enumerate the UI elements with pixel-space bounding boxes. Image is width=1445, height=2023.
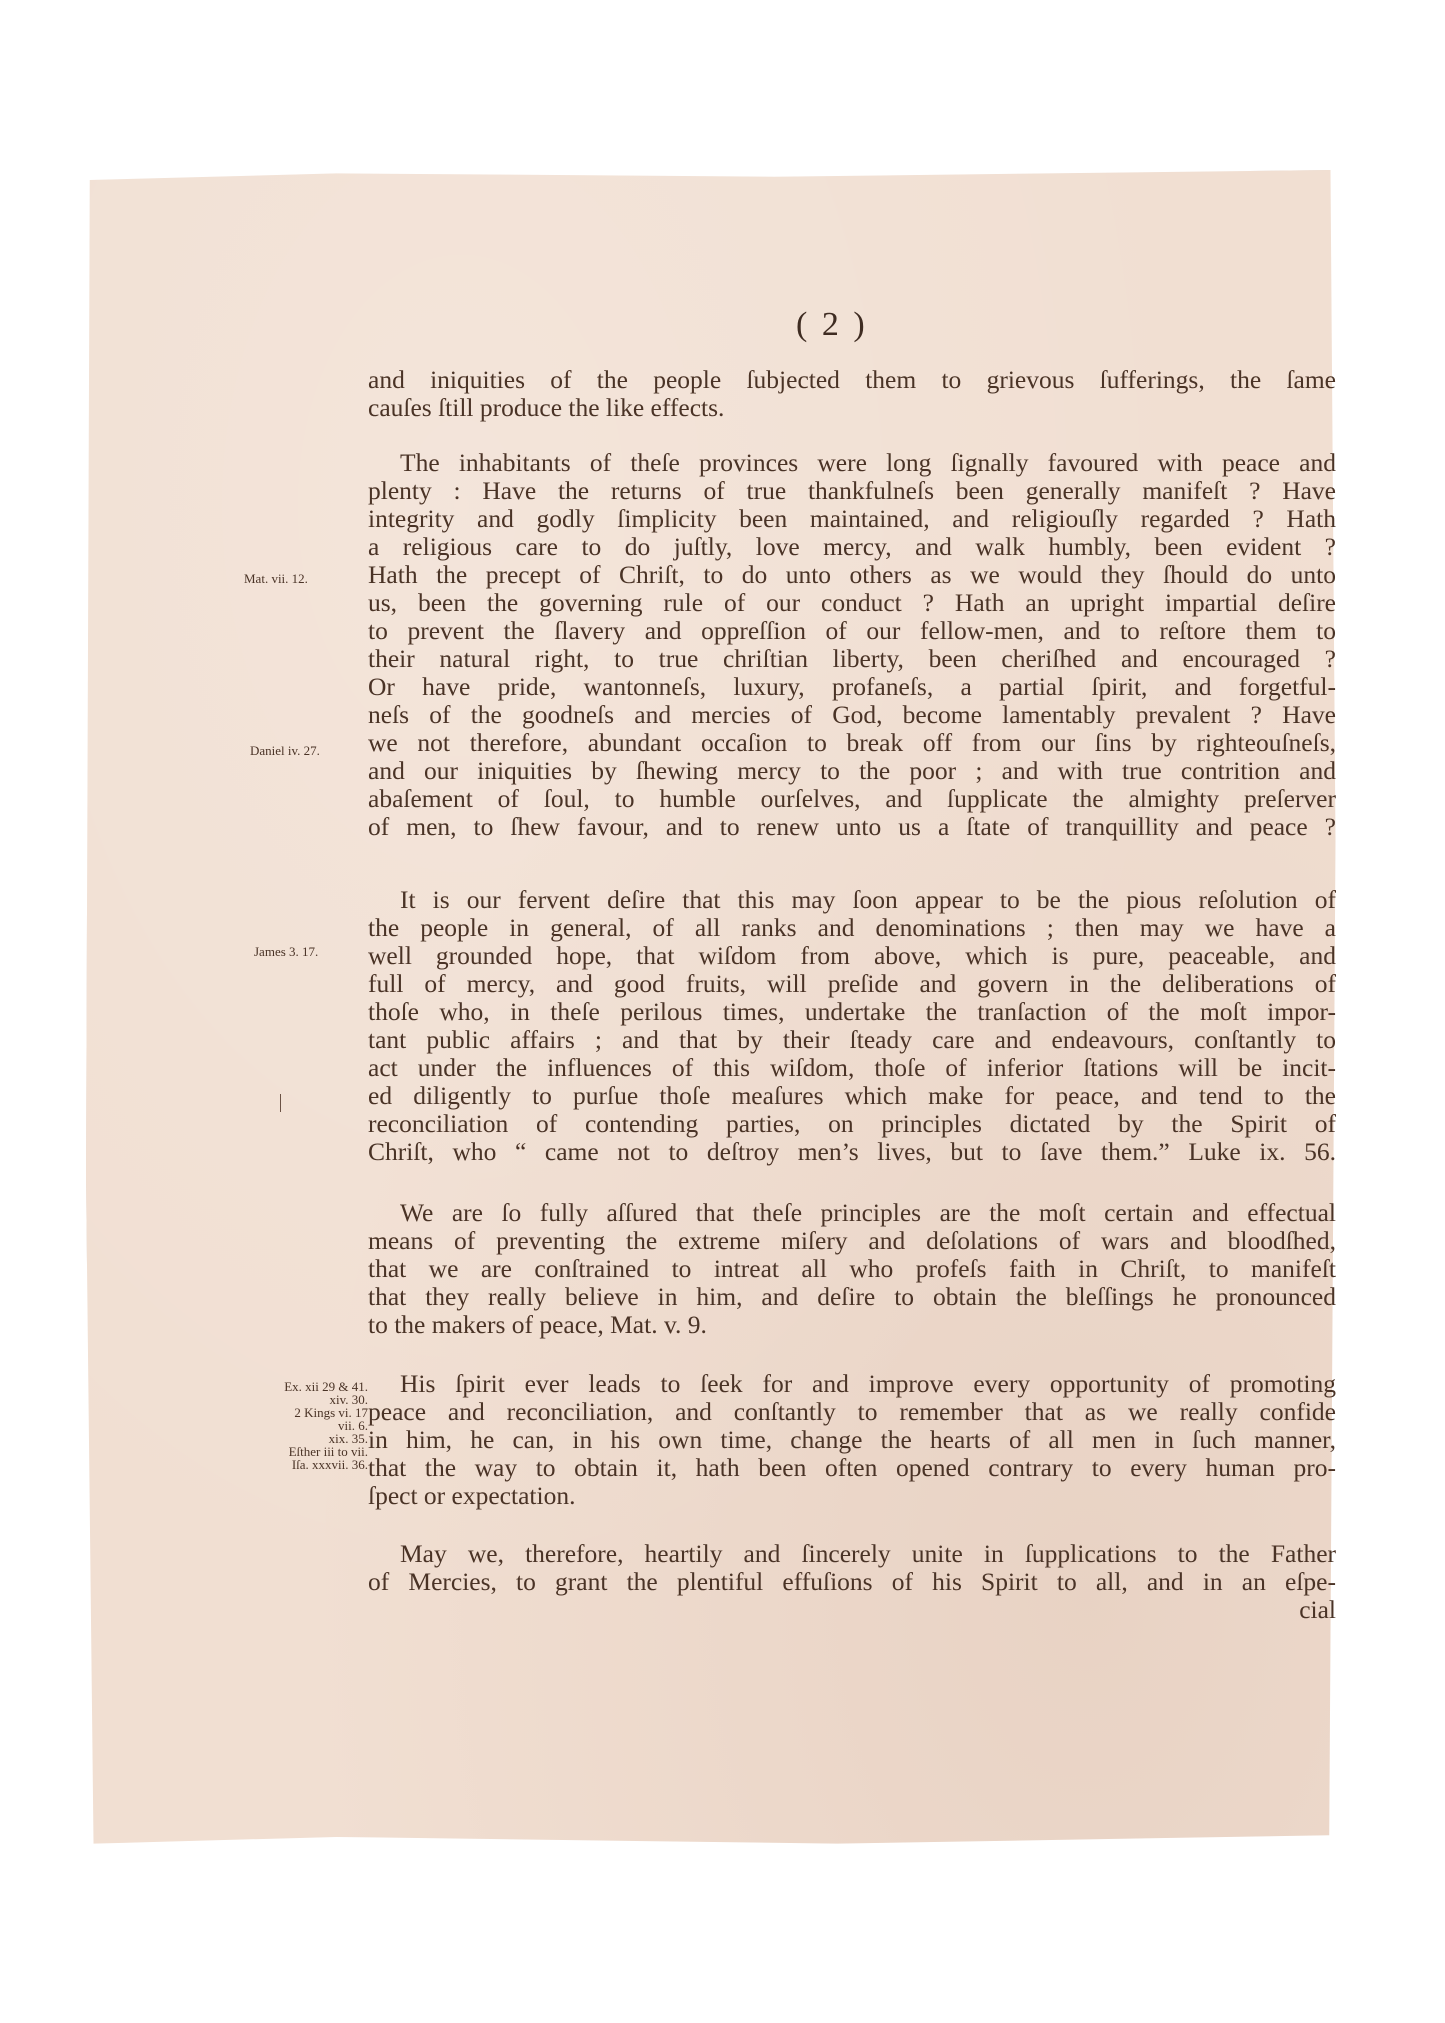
text-line: in him, he can, in his own time, change the hearts of all men in ſuch manner, [368, 1425, 1336, 1454]
text-line: full of mercy, and good fruits, will preſide and govern in the deliberations of [368, 969, 1336, 998]
text-line: reconciliation of contending parties, on principles dictated by the Spirit of [368, 1109, 1336, 1138]
paragraph-6 [368, 1540, 1336, 1624]
text-line: tant public affairs ; and that by their ſteady care and endeavours, conſtantly to [368, 1025, 1336, 1054]
margin-note-mat: Mat. vii. 12. [244, 571, 308, 586]
margin-ref: Ex. xii 29 & 41. [284, 1379, 368, 1394]
page-number: ( 2 ) [796, 306, 868, 343]
text-line: peace and reconciliation, and conſtantly to remember that as we really confide [368, 1397, 1336, 1426]
margin-ref: 2 Kings vi. 17 [294, 1405, 368, 1420]
text-line: We are ſo fully aſſured that theſe principles are the moſt certain and effectual [400, 1198, 1336, 1227]
text-line: that the way to obtain it, hath been often opened contrary to every human pro- [368, 1453, 1336, 1482]
text-line: to prevent the ſlavery and oppreſſion of our fellow-men, and to reſtore them to [368, 616, 1336, 645]
margin-ref: Iſa. xxxvii. 36. [291, 1457, 368, 1472]
text-line: abaſement of ſoul, to humble ourſelves, and ſupplicate the almighty preſerver [368, 784, 1336, 813]
text-line: thoſe who, in theſe perilous times, undertake the tranſaction of the moſt impor- [368, 997, 1336, 1026]
margin-ref: xiv. 30. [329, 1392, 368, 1407]
text-line: well grounded hope, that wiſdom from above, which is pure, peaceable, and [368, 941, 1336, 970]
text-line: act under the influences of this wiſdom, thoſe of inferior ſtations will be incit- [368, 1053, 1336, 1082]
text-line: we not therefore, abundant occaſion to break off from our ſins by righteouſneſs, [368, 728, 1336, 757]
text-line: plenty : Have the returns of true thankfulneſs been generally manifeſt ? Have [368, 476, 1336, 505]
text-line: ed diligently to purſue thoſe meaſures which make for peace, and tend to the [368, 1081, 1336, 1110]
text-line: May we, therefore, heartily and ſincerely unite in ſupplications to the Father [400, 1539, 1336, 1568]
paragraph-2 [368, 449, 1336, 841]
text-line: It is our fervent deſire that this may ſoon appear to be the pious reſolution of [400, 885, 1336, 914]
margin-note-daniel: Daniel iv. 27. [250, 743, 320, 758]
margin-ref: xix. 35. [328, 1431, 368, 1446]
margin-note-refs [244, 1380, 368, 1471]
margin-ref: vii. 6. [338, 1418, 368, 1433]
text-line: a religious care to do juſtly, love mercy, and walk humbly, been evident ? [368, 532, 1336, 561]
text-line: integrity and godly ſimplicity been maintained, and religiouſly regarded ? Hath [368, 504, 1336, 533]
text-line: Hath the precept of Chriſt, to do unto others as we would they ſhould do unto [368, 560, 1336, 589]
paragraph-4 [368, 1199, 1336, 1339]
text-line: ſpect or expectation. [368, 1481, 576, 1510]
margin-ref: Eſther iii to vii. [288, 1444, 368, 1459]
text-line: Chriſt, who “ came not to deſtroy men’s lives, but to ſave them.” Luke ix. 56. [368, 1137, 1336, 1166]
paragraph-1 [368, 366, 1336, 422]
text-line: of Mercies, to grant the plentiful effuſions of his Spirit to all, and in an eſpe- [368, 1567, 1336, 1596]
paragraph-3 [368, 886, 1336, 1166]
text-line: His ſpirit ever leads to ſeek for and improve every opportunity of promoting [400, 1369, 1336, 1398]
text-line: Or have pride, wantonneſs, luxury, profaneſs, a partial ſpirit, and forgetful- [368, 672, 1336, 701]
text-line: that they really believe in him, and deſire to obtain the bleſſings he pronounced [368, 1282, 1336, 1311]
text-line: us, been the governing rule of our conduct ? Hath an upright impartial deſire [368, 588, 1336, 617]
text-line: of men, to ſhew favour, and to renew unto us a ſtate of tranquillity and peace ? [368, 812, 1336, 841]
text-line: cauſes ſtill produce the like effects. [368, 393, 725, 422]
text-line: neſs of the goodneſs and mercies of God, become lamentably prevalent ? Have [368, 700, 1336, 729]
paragraph-5 [368, 1370, 1336, 1510]
text-line: and iniquities of the people ſubjected them to grievous ſufferings, the ſame [368, 365, 1336, 394]
text-line: The inhabitants of theſe provinces were long ſignally favoured with peace and [400, 448, 1336, 477]
text-line: and our iniquities by ſhewing mercy to the poor ; and with true contrition and [368, 756, 1336, 785]
margin-note-james: James 3. 17. [254, 944, 319, 959]
margin-mark [280, 1094, 281, 1112]
text-line: to the makers of peace, Mat. v. 9. [368, 1310, 707, 1339]
text-line: the people in general, of all ranks and denominations ; then may we have a [368, 913, 1336, 942]
text-line: means of preventing the extreme miſery and deſolations of wars and bloodſhed, [368, 1226, 1336, 1255]
text-line: that we are conſtrained to intreat all who profeſs faith in Chriſt, to manifeſt [368, 1254, 1336, 1283]
text-line: their natural right, to true chriſtian liberty, been cheriſhed and encouraged ? [368, 644, 1336, 673]
catchword: cial [1299, 1595, 1336, 1624]
